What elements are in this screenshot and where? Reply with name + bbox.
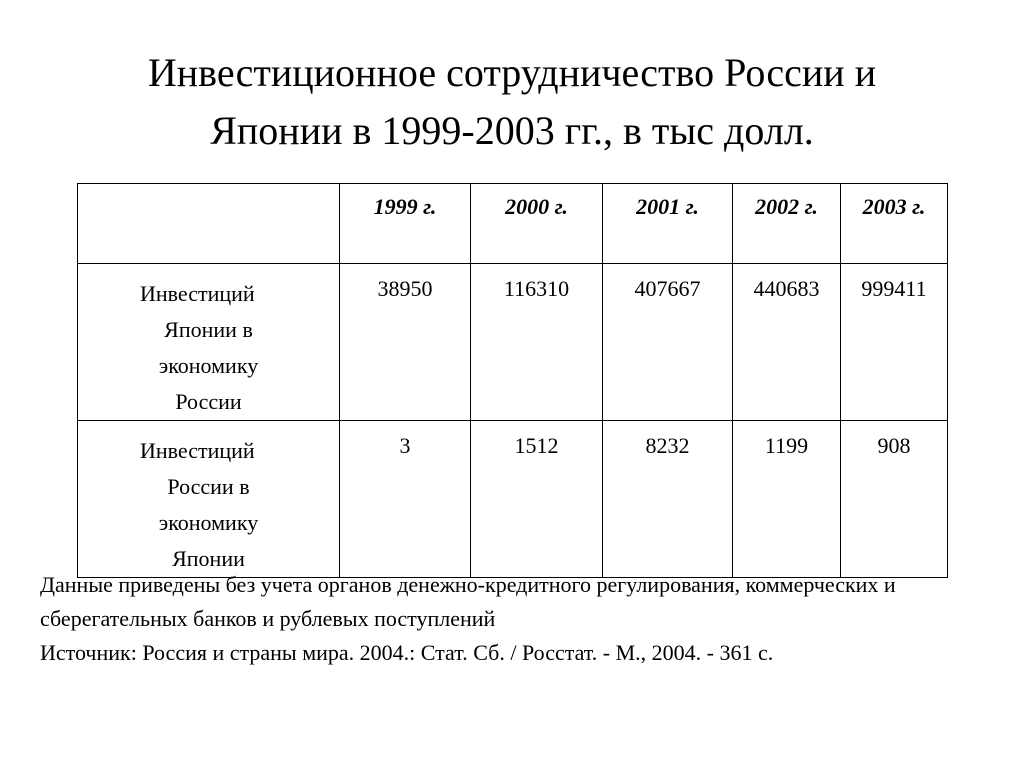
column-header-2003: 2003 г. bbox=[841, 184, 948, 264]
table-row bbox=[78, 421, 948, 578]
table-cell: 908 bbox=[841, 421, 948, 578]
column-header-1999: 1999 г. bbox=[340, 184, 471, 264]
table-cell: 38950 bbox=[340, 264, 471, 421]
footnote bbox=[40, 568, 970, 670]
column-header-2002: 2002 г. bbox=[733, 184, 841, 264]
table-row bbox=[78, 264, 948, 421]
table-cell: 1199 bbox=[733, 421, 841, 578]
table-cell: 440683 bbox=[733, 264, 841, 421]
table-cell: 999411 bbox=[841, 264, 948, 421]
column-header-empty bbox=[78, 184, 340, 264]
footnote-source: Источник: Россия и страны мира. 2004.: Стат. Сб. / Росстат. - М., 2004. - 361 с. bbox=[40, 640, 774, 665]
footnote-note: Данные приведены без учета органов денежно-кредитного регулирования, коммерческих и сберегательных банков и рублевых поступлений bbox=[40, 572, 896, 631]
title-line-2: Японии в 1999-2003 гг., в тыс долл. bbox=[210, 108, 814, 153]
table-cell: 3 bbox=[340, 421, 471, 578]
table-cell: 116310 bbox=[471, 264, 603, 421]
column-header-2000: 2000 г. bbox=[471, 184, 603, 264]
row-label: Инвестиций Японии в экономику России bbox=[78, 264, 340, 421]
slide-title bbox=[60, 44, 964, 160]
column-header-2001: 2001 г. bbox=[603, 184, 733, 264]
table-header-row bbox=[78, 184, 948, 264]
table-cell: 1512 bbox=[471, 421, 603, 578]
investment-table bbox=[77, 183, 948, 578]
table-cell: 8232 bbox=[603, 421, 733, 578]
table-cell: 407667 bbox=[603, 264, 733, 421]
row-label: Инвестиций России в экономику Японии bbox=[78, 421, 340, 578]
title-line-1: Инвестиционное сотрудничество России и bbox=[147, 50, 877, 95]
